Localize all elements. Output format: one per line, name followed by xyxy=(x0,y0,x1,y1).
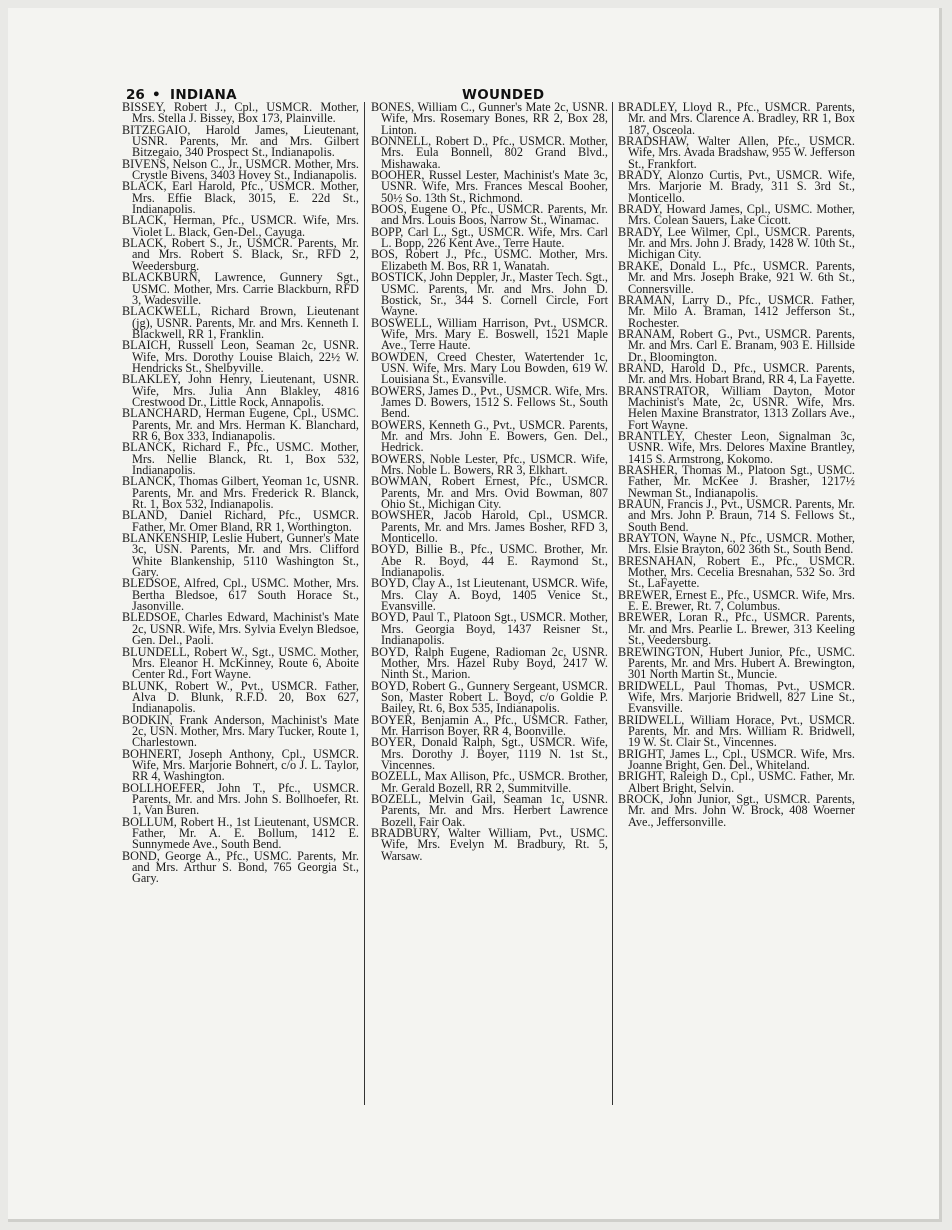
casualty-entry: BOYD, Robert G., Gunnery Sergeant, USMCR. Son, Master Robert L. Boyd, c/o Goldie P. Bailey, Rt. 6, Box 535, Indianapolis. xyxy=(371,678,608,716)
casualty-entry: BLACK, Earl Harold, Pfc., USMCR. Mother, Mrs. Effie Black, 3015, E. 22d St., Indianapolis. xyxy=(122,179,359,217)
page-number: 26 xyxy=(126,87,145,103)
casualty-entry: BRAND, Harold D., Pfc., USMCR. Parents, Mr. and Mrs. Hobart Brand, RR 4, La Fayette. xyxy=(618,360,855,387)
casualty-entry: BONNELL, Robert D., Pfc., USMCR. Mother, Mrs. Eula Bonnell, 802 Grand Blvd., Mishawaka. xyxy=(371,134,608,171)
casualty-entry: BRESNAHAN, Robert E., Pfc., USMCR. Mother, Mrs. Cecelia Bresnahan, 532 So. 3rd St., LaFayette. xyxy=(618,553,855,591)
casualty-entry: BREWER, Loran R., Pfc., USMCR. Parents, Mr. and Mrs. Pearlie L. Brewer, 313 Keeling St., Veedersburg. xyxy=(618,610,855,648)
column-divider xyxy=(612,102,613,1105)
section-heading: WOUNDED xyxy=(462,87,545,103)
casualty-entry: BRIGHT, Raleigh D., Cpl., USMC. Father, Mr. Albert Bright, Selvin. xyxy=(618,769,855,795)
column-divider xyxy=(364,102,365,1105)
casualty-entry: BOHNERT, Joseph Anthony, Cpl., USMCR. Wife, Mrs. Marjorie Bohnert, c/o J. L. Taylor, RR 4, Washington. xyxy=(122,746,359,784)
casualty-entry: BRIDWELL, Paul Thomas, Pvt., USMCR. Wife, Mrs. Marjorie Bridwell, 827 Line St., Evansville. xyxy=(618,678,855,716)
column-2 xyxy=(371,102,608,1112)
casualty-entry: BONES, William C., Gunner's Mate 2c, USNR. Wife, Mrs. Rosemary Bones, RR 2, Box 28, Linton. xyxy=(371,102,608,137)
casualty-entry: BRAMAN, Larry D., Pfc., USMCR. Father, Mr. Milo A. Braman, 1412 Jefferson St., Rochester. xyxy=(618,292,855,330)
casualty-entry: BRADY, Alonzo Curtis, Pvt., USMCR. Wife, Mrs. Marjorie M. Brady, 311 S. 3rd St., Monticello. xyxy=(618,168,855,205)
casualty-entry: BITZEGAIO, Harold James, Lieutenant, USNR. Parents, Mr. and Mrs. Gilbert Bitzegaio, 340 Prospect St., Indianapolis. xyxy=(122,122,359,160)
casualty-entry: BLANCK, Thomas Gilbert, Yeoman 1c, USNR. Parents, Mr. and Mrs. Frederick R. Blanck, Rt. 1, Box 532, Indianapolis. xyxy=(122,474,359,512)
casualty-entry: BRANSTRATOR, William Dayton, Motor Machinist's Mate, 2c, USNR. Wife, Mrs. Helen Maxine Branstrator, 1313 Zollars Ave., Fort Wayne. xyxy=(618,383,855,432)
casualty-entry: BRADLEY, Lloyd R., Pfc., USMCR. Parents, Mr. and Mrs. Clarence A. Bradley, RR 1, Box 187, Osceola. xyxy=(618,102,855,137)
casualty-entry: BRADY, Howard James, Cpl., USMC. Mother, Mrs. Colean Sauers, Lake Cicott. xyxy=(618,202,855,228)
casualty-entry: BLANKENSHIP, Leslie Hubert, Gunner's Mate 3c, USN. Parents, Mr. and Mrs. Clifford White Blankenship, 5110 Washington St., Gary. xyxy=(122,531,359,580)
casualty-entry: BOLLHOEFER, John T., Pfc., USMCR. Parents, Mr. and Mrs. John S. Bollhoefer, Rt. 1, Van Buren. xyxy=(122,780,359,818)
casualty-entry: BOZELL, Max Allison, Pfc., USMCR. Brother, Mr. Gerald Bozell, RR 2, Summitville. xyxy=(371,769,608,795)
casualty-entry: BOWDEN, Creed Chester, Watertender 1c, USN. Wife, Mrs. Mary Lou Bowden, 619 W. Louisiana St., Evansville. xyxy=(371,349,608,387)
casualty-entry: BROCK, John Junior, Sgt., USMCR. Parents, Mr. and Mrs. John W. Brock, 408 Woerner Ave., Jeffersonville. xyxy=(618,791,855,829)
column-3 xyxy=(618,102,855,1112)
casualty-entry: BOWERS, Kenneth G., Pvt., USMCR. Parents, Mr. and Mrs. John E. Bowers, Gen. Del., Hedrick. xyxy=(371,417,608,455)
casualty-entry: BLAKLEY, John Henry, Lieutenant, USNR. Wife, Mrs. Julia Ann Blakley, 4816 Crestwood Dr., Little Rock, Annapolis. xyxy=(122,372,359,409)
casualty-entry: BOYD, Paul T., Platoon Sgt., USMCR. Mother, Mrs. Georgia Boyd, 1437 Reisner St., Indianapolis. xyxy=(371,610,608,648)
casualty-entry: BREWINGTON, Hubert Junior, Pfc., USMC. Parents, Mr. and Mrs. Hubert A. Brewington, 301 North Martin St., Muncie. xyxy=(618,644,855,682)
casualty-entry: BRADBURY, Walter William, Pvt., USMC. Wife, Mrs. Evelyn M. Bradbury, Rt. 5, Warsaw. xyxy=(371,826,608,863)
casualty-entry: BOYD, Ralph Eugene, Radioman 2c, USNR. Mother, Mrs. Hazel Ruby Boyd, 2417 W. Ninth St., Marion. xyxy=(371,644,608,682)
casualty-entry: BRIDWELL, William Horace, Pvt., USMCR. Parents, Mr. and Mrs. William R. Bridwell, 19 W. St. Clair St., Vincennes. xyxy=(618,712,855,750)
casualty-entry: BOYER, Benjamin A., Pfc., USMCR. Father, Mr. Harrison Boyer, RR 4, Boonville. xyxy=(371,712,608,738)
casualty-entry: BLACK, Robert S., Jr., USMCR. Parents, Mr. and Mrs. Robert S. Black, Sr., RFD 2, Weedersburg. xyxy=(122,236,359,273)
casualty-entry: BOWERS, Noble Lester, Pfc., USMCR. Wife, Mrs. Noble L. Bowers, RR 3, Elkhart. xyxy=(371,451,608,477)
casualty-entry: BLANCHARD, Herman Eugene, Cpl., USMC. Parents, Mr. and Mrs. Herman K. Blanchard, RR 6, Box 333, Indianapolis. xyxy=(122,406,359,443)
casualty-entry: BLACK, Herman, Pfc., USMCR. Wife, Mrs. Violet L. Black, Gen-Del., Cayuga. xyxy=(122,213,359,239)
casualty-entry: BOWSHER, Jacob Harold, Cpl., USMCR. Parents, Mr. and Mrs. James Bosher, RFD 3, Monticello. xyxy=(371,508,608,546)
casualty-entry: BODKIN, Frank Anderson, Machinist's Mate 2c, USN. Mother, Mrs. Mary Tucker, Route 1, Charlestown. xyxy=(122,712,359,750)
header-bullet: • xyxy=(152,87,161,103)
casualty-entry: BRANTLEY, Chester Leon, Signalman 3c, USNR. Wife, Mrs. Delores Maxine Brantley, 1415 S. Armstrong, Kokomo. xyxy=(618,428,855,466)
casualty-entry: BRIGHT, James L., Cpl., USMCR. Wife, Mrs. Joanne Bright, Gen. Del., Whiteland. xyxy=(618,746,855,772)
casualty-entry: BOOS, Eugene O., Pfc., USMCR. Parents, Mr. and Mrs. Louis Boos, Narrow St., Winamac. xyxy=(371,202,608,228)
casualty-entry: BOPP, Carl L., Sgt., USMCR. Wife, Mrs. Carl L. Bopp, 226 Kent Ave., Terre Haute. xyxy=(371,224,608,251)
casualty-entry: BRANAM, Robert G., Pvt., USMCR. Parents, Mr. and Mrs. Carl E. Branam, 903 E. Hillside Dr., Bloomington. xyxy=(618,326,855,364)
casualty-entry: BOND, George A., Pfc., USMC. Parents, Mr. and Mrs. Arthur S. Bond, 765 Georgia St., Gary. xyxy=(122,848,359,886)
casualty-entry: BLAICH, Russell Leon, Seaman 2c, USNR. Wife, Mrs. Dorothy Louise Blaich, 22½ W. Hendricks St., Shelbyville. xyxy=(122,338,359,375)
casualty-entry: BRAYTON, Wayne N., Pfc., USMCR. Mother, Mrs. Elsie Brayton, 602 36th St., South Bend. xyxy=(618,531,855,557)
casualty-entry: BRADY, Lee Wilmer, Cpl., USMCR. Parents, Mr. and Mrs. John J. Brady, 1428 W. 10th St., Michigan City. xyxy=(618,224,855,262)
casualty-entry: BOYD, Billie B., Pfc., USMC. Brother, Mr. Abe R. Boyd, 44 E. Raymond St., Indianapolis. xyxy=(371,542,608,580)
casualty-entry: BLEDSOE, Charles Edward, Machinist's Mate 2c, USNR. Wife, Mrs. Sylvia Evelyn Bledsoe, Gen. Del., Paoli. xyxy=(122,610,359,648)
casualty-entry: BRADSHAW, Walter Allen, Pfc., USMCR. Wife, Mrs. Avada Bradshaw, 955 W. Jefferson St., Frankfort. xyxy=(618,134,855,171)
casualty-entry: BLACKBURN, Lawrence, Gunnery Sgt., USMC. Mother, Mrs. Carrie Blackburn, RFD 3, Wadesville. xyxy=(122,270,359,307)
state-heading: INDIANA xyxy=(170,87,237,103)
casualty-entry: BIVENS, Nelson C., Jr., USMCR. Mother, Mrs. Crystle Bivens, 3403 Hovey St., Indianapolis. xyxy=(122,156,359,183)
casualty-entry: BOWERS, James D., Pvt., USMCR. Wife, Mrs. James D. Bowers, 1512 S. Fellows St., South Bend. xyxy=(371,383,608,421)
casualty-entry: BLACKWELL, Richard Brown, Lieutenant (jg), USNR. Parents, Mr. and Mrs. Kenneth I. Blackwell, RR 1, Franklin. xyxy=(122,304,359,341)
casualty-entry: BLANCK, Richard F., Pfc., USMC. Mother, Mrs. Nellie Blanck, Rt. 1, Box 532, Indianapolis. xyxy=(122,440,359,477)
column-1 xyxy=(122,102,359,1112)
casualty-entry: BOOHER, Russel Lester, Machinist's Mate 3c, USNR. Wife, Mrs. Frances Mescal Booher, 50½ So. 13th St., Richmond. xyxy=(371,168,608,205)
casualty-entry: BOYER, Donald Ralph, Sgt., USMCR. Wife, Mrs. Dorothy J. Boyer, 1119 N. 1st St., Vincennes. xyxy=(371,735,608,772)
casualty-entry: BREWER, Ernest E., Pfc., USMCR. Wife, Mrs. E. E. Brewer, Rt. 7, Columbus. xyxy=(618,587,855,614)
casualty-entry: BOZELL, Melvin Gail, Seaman 1c, USNR. Parents, Mr. and Mrs. Herbert Lawrence Bozell, Fair Oak. xyxy=(371,791,608,829)
casualty-entry: BOWMAN, Robert Ernest, Pfc., USMCR. Parents, Mr. and Mrs. Ovid Bowman, 807 Ohio St., Michigan City. xyxy=(371,474,608,512)
casualty-entry: BOSTICK, John Deppler, Jr., Master Tech. Sgt., USMC. Parents, Mr. and Mrs. John D. Bostick, Sr., 344 S. Cornell Circle, Fort Wayne. xyxy=(371,270,608,319)
casualty-entry: BISSEY, Robert J., Cpl., USMCR. Mother, Mrs. Stella J. Bissey, Box 173, Plainville. xyxy=(122,102,359,126)
casualty-entry: BLAND, Daniel Richard, Pfc., USMCR. Father, Mr. Omer Bland, RR 1, Worthington. xyxy=(122,508,359,534)
casualty-entry: BRASHER, Thomas M., Platoon Sgt., USMC. Father, Mr. McKee J. Brasher, 1217½ Newman St., Indianapolis. xyxy=(618,463,855,500)
casualty-entry: BRAUN, Francis J., Pvt., USMCR. Parents, Mr. and Mrs. John P. Braun, 714 S. Fellows St., South Bend. xyxy=(618,497,855,534)
casualty-entry: BLEDSOE, Alfred, Cpl., USMC. Mother, Mrs. Bertha Bledsoe, 617 South Horace St., Jasonville. xyxy=(122,576,359,614)
casualty-entry: BLUNDELL, Robert W., Sgt., USMC. Mother, Mrs. Eleanor H. McKinney, Route 6, Aboite Center Rd., Fort Wayne. xyxy=(122,644,359,682)
casualty-entry: BOS, Robert J., Pfc., USMC. Mother, Mrs. Elizabeth M. Bos, RR 1, Wanatah. xyxy=(371,247,608,273)
casualty-entry: BOSWELL, William Harrison, Pvt., USMCR. Wife, Mrs. Mary E. Boswell, 1521 Maple Ave., Terre Haute. xyxy=(371,315,608,353)
casualty-entry: BOLLUM, Robert H., 1st Lieutenant, USMCR. Father, Mr. A. E. Bollum, 1412 E. Sunnymede Ave., South Bend. xyxy=(122,814,359,852)
casualty-entry: BRAKE, Donald L., Pfc., USMCR. Parents, Mr. and Mrs. Joseph Brake, 921 W. 6th St., Connersville. xyxy=(618,258,855,296)
casualty-entry: BLUNK, Robert W., Pvt., USMCR. Father, Alva D. Blunk, R.F.D. 20, Box 627, Indianapolis. xyxy=(122,678,359,716)
casualty-entry: BOYD, Clay A., 1st Lieutenant, USMCR. Wife, Mrs. Clay A. Boyd, 1405 Venice St., Evansville. xyxy=(371,576,608,614)
